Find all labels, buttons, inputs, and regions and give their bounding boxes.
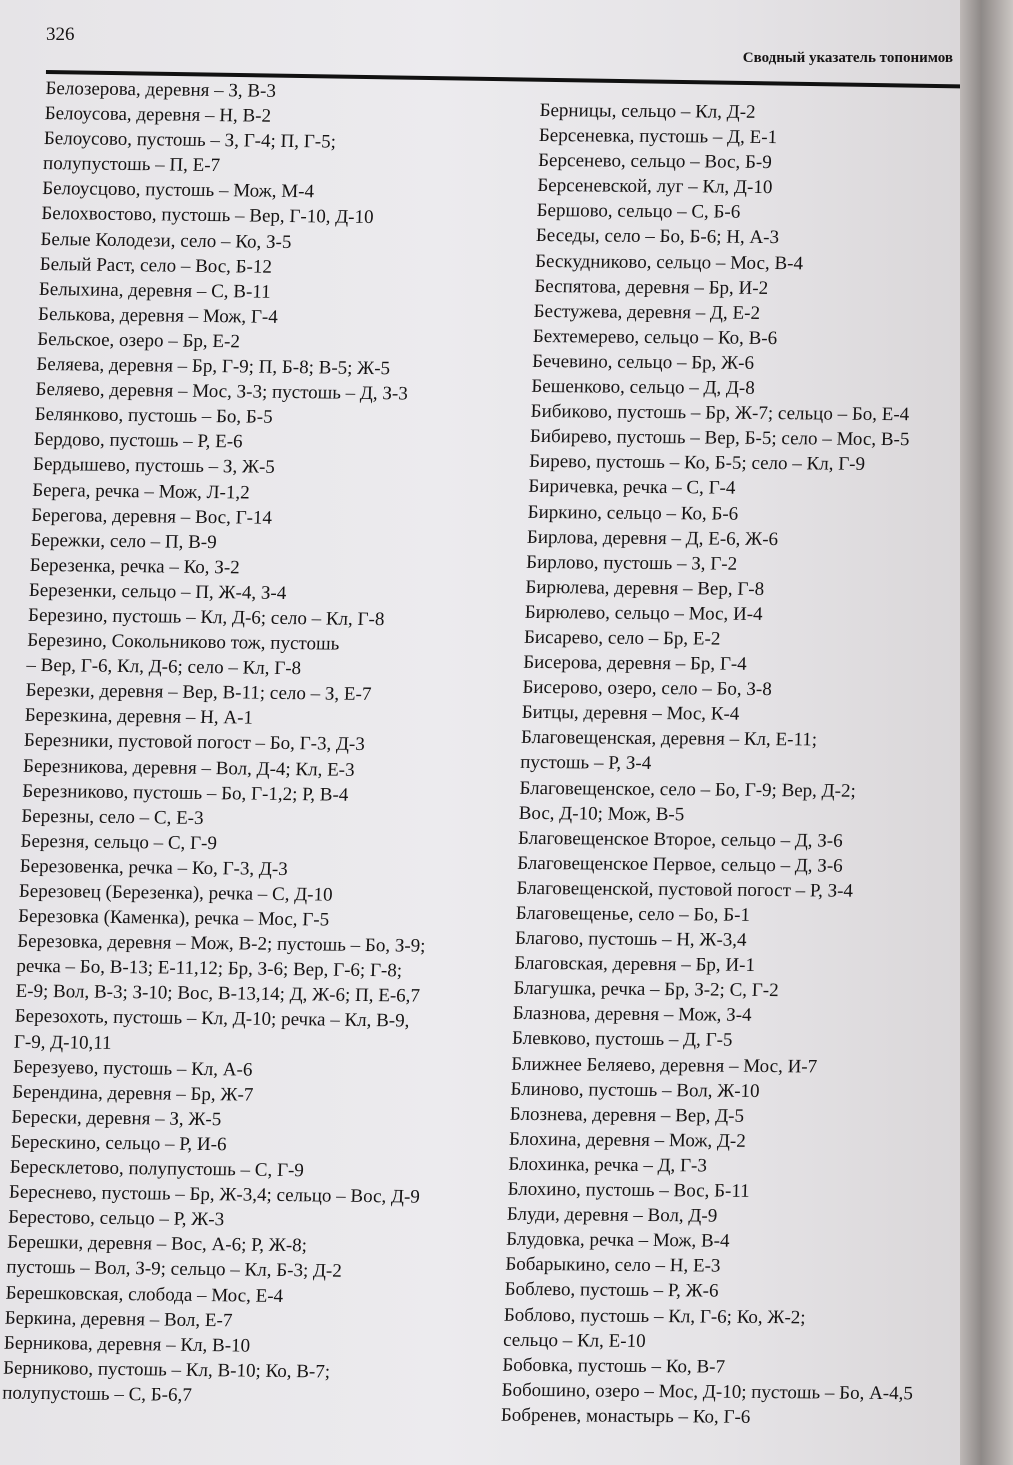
entry-line: Белькова, деревня – Мож, Г-4 [37, 303, 279, 328]
index-entry [43, 126, 515, 182]
entry-line: Ближнее Беляево, деревня – Мос, И-7 [511, 1053, 818, 1078]
entry-line: Бирлова, деревня – Д, Е-6, Ж-6 [526, 526, 779, 550]
index-entry [2, 1355, 474, 1411]
entry-line: Березны, село – С, Е-3 [21, 805, 204, 829]
entry-line: Белоусова, деревня – Н, В-2 [44, 103, 272, 127]
index-entry [539, 123, 970, 152]
entry-continuation-line: полупустошь – С, Б-6,7 [1, 1382, 193, 1406]
entry-line: Благовская, деревня – Бр, И-1 [514, 952, 756, 977]
entry-line: Бершово, сельцо – С, Б-6 [536, 200, 741, 224]
entry-line: Бирюлева, деревня – Вер, Г-8 [525, 576, 765, 600]
entry-line: Бережки, село – П, В-9 [30, 529, 218, 553]
entry-line: Биричевка, речка – С, Г-4 [528, 476, 736, 500]
entry-line: Благовещенье, село – Бо, Б-1 [515, 902, 751, 926]
entry-line: Бобовка, пустошь – Ко, В-7 [502, 1354, 726, 1378]
index-entry [517, 851, 948, 880]
index-entry [515, 901, 946, 930]
entry-line: Берега, речка – Мож, Л-1,2 [31, 479, 251, 504]
entry-line: Бирево, пустошь – Ко, Б-5; село – Кл, Г-9 [528, 451, 866, 476]
entry-line: Березникова, деревня – Вол, Д-4; Кл, Е-3 [22, 755, 355, 781]
entry-line: Благовещенское Второе, сельцо – Д, З-6 [517, 827, 843, 852]
index-entry [508, 1152, 939, 1181]
entry-continuation-line: пустошь – Вол, З-9; сельцо – Кл, Б-3; Д-2 [6, 1257, 343, 1283]
index-entry [512, 1026, 943, 1055]
entry-line: Благовещенское Первое, сельцо – Д, З-6 [516, 852, 844, 877]
index-entry [518, 775, 949, 829]
index-entry [520, 725, 951, 779]
entry-continuation-line: – Вер, Г-6, Кл, Д-6; село – Кл, Г-8 [26, 654, 302, 680]
entry-line: Блохина, деревня – Мож, Д-2 [508, 1128, 747, 1152]
index-entry [521, 700, 952, 729]
entry-line: Березуево, пустошь – Кл, А-6 [12, 1056, 253, 1081]
entry-line: Березовец (Березенка), речка – С, Д-10 [18, 880, 333, 906]
index-entry [506, 1202, 937, 1231]
entry-line: Благовещенское, село – Бо, Г-9; Вер, Д-2; [519, 777, 857, 802]
entry-line: Березкина, деревня – Н, А-1 [24, 705, 254, 729]
entry-line: Блудовка, речка – Мож, В-4 [505, 1228, 730, 1252]
next-page-edge [960, 0, 1013, 1465]
entry-line: Берешковская, слобода – Мос, Е-4 [5, 1282, 284, 1307]
index-entry [523, 650, 954, 679]
index-entry [511, 1051, 942, 1080]
entry-line: Берегова, деревня – Вос, Г-14 [31, 504, 273, 529]
entry-line: Благовещенской, пустовой погост – Р, З-4 [516, 877, 854, 902]
index-entry [522, 675, 953, 704]
entry-line: Бирлово, пустошь – З, Г-2 [525, 551, 738, 575]
entry-line: Блазнова, деревня – Мож, З-4 [512, 1003, 752, 1027]
entry-line: Берестово, сельцо – Р, Ж-3 [7, 1206, 225, 1231]
entry-line: Белый Раст, село – Вос, Б-12 [39, 253, 273, 278]
entry-line: Боблово, пустошь – Кл, Г-6; Ко, Ж-2; [503, 1304, 806, 1328]
entry-line: Бердышево, пустошь – З, Ж-5 [32, 454, 276, 479]
entry-line: Березенки, сельцо – П, Ж-4, З-4 [28, 579, 287, 604]
entry-line: Бечевино, сельцо – Бр, Ж-6 [531, 350, 755, 374]
entry-line: Березниково, пустошь – Бо, Г-1,2; Р, В-4 [21, 780, 349, 806]
index-entry [501, 1403, 932, 1432]
entry-line: Бердово, пустошь – Р, Е-6 [33, 429, 243, 453]
entry-continuation-line: Вос, Д-10; Мож, В-5 [518, 802, 685, 825]
entry-continuation-line: Е-9; Вол, В-3; З-10; Вос, В-13,14; Д, Ж-6; П, Е-6,7 [15, 981, 421, 1008]
index-entry [528, 474, 959, 503]
entry-line: Бешенково, сельцо – Д, Д-8 [531, 375, 756, 399]
entry-line: Береснево, пустошь – Бр, Ж-3,4; сельцо – Вос, Д-9 [8, 1181, 421, 1208]
entry-line: Белые Колодези, село – Ко, З-5 [40, 228, 292, 253]
entry-line: Березня, сельцо – С, Г-9 [20, 830, 218, 854]
index-entry [509, 1102, 940, 1131]
entry-line: Берески, деревня – З, Ж-5 [11, 1106, 222, 1131]
entry-line: Берникова, деревня – Кл, В-10 [3, 1332, 251, 1357]
index-entry [512, 1001, 943, 1030]
index-entry [514, 951, 945, 980]
index-entry [518, 826, 949, 855]
entry-line: Берниково, пустошь – Кл, В-10; Ко, В-7; [2, 1357, 331, 1383]
index-entry [502, 1352, 933, 1381]
entry-line: Белянково, пустошь – Бо, Б-5 [34, 404, 274, 429]
entry-line: Березовка (Каменка), речка – Мос, Г-5 [17, 905, 330, 931]
index-entry [534, 274, 965, 303]
index-entry [539, 98, 970, 127]
index-entry [507, 1177, 938, 1206]
index-entry [531, 374, 962, 403]
index-entry [513, 976, 944, 1005]
index-entry [515, 926, 946, 955]
index-entry [532, 349, 963, 378]
entry-line: Бобренев, монастырь – Ко, Г-6 [500, 1404, 751, 1428]
index-entry [516, 876, 947, 905]
entry-line: Бобарыкино, село – Н, Е-3 [505, 1254, 721, 1277]
entry-continuation-line: Г-9, Д-10,11 [13, 1031, 112, 1054]
index-entry [6, 1230, 478, 1286]
entry-line: Березовка, деревня – Мож, В-2; пустошь – Бо, З-9; [16, 930, 426, 957]
index-entry [506, 1227, 937, 1256]
index-entry [14, 1004, 486, 1060]
entry-line: Бехтемерево, сельцо – Ко, В-6 [532, 325, 778, 349]
entry-line: Биркино, сельцо – Ко, Б-6 [527, 501, 739, 525]
entry-continuation-line: речка – Бо, В-13; Е-11,12; Бр, З-6; Вер, Г-6; Г-8; [16, 955, 403, 982]
entry-line: Бисерово, озеро, село – Бо, З-8 [522, 677, 773, 701]
running-header: Сводный указатель топонимов [742, 50, 953, 66]
entry-line: Бибирево, пустошь – Вер, Б-5; село – Мос, В-5 [529, 426, 910, 451]
index-entry [530, 399, 961, 428]
entry-line: Березино, пустошь – Кл, Д-6; село – Кл, Г-8 [27, 604, 385, 631]
index-entry [15, 929, 487, 1010]
entry-line: Берендина, деревня – Бр, Ж-7 [11, 1081, 254, 1106]
entry-line: Белоусцово, пустошь – Мож, М-4 [41, 178, 315, 203]
entry-line: Блевково, пустошь – Д, Г-5 [511, 1028, 733, 1052]
entry-line: Бестужева, деревня – Д, Е-2 [533, 300, 761, 324]
index-entry [524, 600, 955, 629]
entry-line: Берсеневской, луг – Кл, Д-10 [537, 175, 773, 199]
entry-line: Блохино, пустошь – Вос, Б-11 [507, 1178, 750, 1202]
index-entry [538, 148, 969, 177]
index-entry [504, 1277, 935, 1306]
entry-line: Бисерова, деревня – Бр, Г-4 [522, 651, 748, 675]
entry-line: Блуди, деревня – Вол, Д-9 [506, 1203, 718, 1227]
entry-line: Березовенка, речка – Ко, Г-3, Д-3 [19, 855, 289, 880]
entry-line: Битцы, деревня – Мос, К-4 [521, 702, 740, 726]
entry-line: Белоусово, пустошь – З, Г-4; П, Г-5; [43, 128, 337, 153]
entry-line: Бельское, озеро – Бр, Е-2 [36, 328, 241, 353]
index-column-left [2, 76, 516, 1411]
index-entry [533, 299, 964, 328]
entry-line: Беркина, деревня – Вол, Е-7 [4, 1307, 233, 1331]
entry-line: Березенка, речка – Ко, З-2 [29, 554, 241, 579]
entry-line: Берескино, сельцо – Р, И-6 [10, 1131, 227, 1156]
entry-line: Блознева, деревня – Вер, Д-5 [509, 1103, 745, 1127]
index-entry [537, 173, 968, 202]
entry-line: Берешки, деревня – Вос, А-6; Р, Ж-8; [6, 1231, 308, 1257]
entry-line: Белозерова, деревня – З, В-3 [45, 77, 277, 102]
entry-line: Благовещенская, деревня – Кл, Е-11; [520, 727, 818, 751]
index-entry [505, 1252, 936, 1281]
entry-line: Беляева, деревня – Бр, Г-9; П, Б-8; В-5; Ж-5 [36, 353, 391, 380]
entry-line: Белыхина, деревня – С, В-11 [38, 278, 272, 303]
index-entry [530, 424, 961, 453]
entry-line: Бисарево, село – Бр, Е-2 [523, 626, 721, 650]
index-entry [525, 575, 956, 604]
entry-line: Блохинка, речка – Д, Г-3 [508, 1153, 708, 1177]
entry-line: Бирюлево, сельцо – Мос, И-4 [524, 601, 763, 625]
index-entry [503, 1302, 934, 1356]
entry-continuation-line: пустошь – Р, З-4 [519, 752, 652, 775]
entry-line: Березино, Сокольниково тож, пустошь [26, 629, 340, 655]
index-column-right [501, 98, 970, 1431]
entry-line: Благушка, речка – Бр, З-2; С, Г-2 [513, 978, 779, 1002]
entry-line: Блиново, пустошь – Вол, Ж-10 [510, 1078, 760, 1102]
entry-continuation-line: полупустошь – П, Е-7 [42, 153, 221, 177]
index-entry [533, 324, 964, 353]
entry-line: Березники, пустовой погост – Бо, Г-3, Д-3 [23, 730, 366, 756]
entry-line: Березохоть, пустошь – Кл, Д-10; речка – Кл, В-9, [14, 1006, 410, 1032]
entry-line: Берницы, сельцо – Кл, Д-2 [539, 99, 756, 123]
index-entry [26, 628, 498, 684]
entry-line: Беспятова, деревня – Бр, И-2 [534, 275, 769, 299]
page-number: 326 [46, 24, 75, 45]
entry-line: Бересклетово, полупустошь – С, Г-9 [9, 1156, 305, 1182]
entry-line: Белохвостово, пустошь – Вер, Г-10, Д-10 [41, 203, 374, 229]
index-entry [536, 223, 967, 252]
index-entry [524, 625, 955, 654]
entry-line: Благово, пустошь – Н, Ж-3,4 [514, 927, 747, 951]
entry-line: Берсенево, сельцо – Вос, Б-9 [537, 150, 773, 174]
entry-line: Бобошино, озеро – Мос, Д-10; пустошь – Бо, А-4,5 [501, 1379, 914, 1405]
entry-line: Берсеневка, пустошь – Д, Е-1 [538, 125, 778, 149]
entry-line: Березки, деревня – Вер, В-11; село – З, Е-7 [25, 680, 372, 706]
entry-continuation-line: сельцо – Кл, Е-10 [502, 1329, 646, 1352]
entry-line: Боблево, пустошь – Р, Ж-6 [504, 1279, 719, 1303]
index-entry [527, 499, 958, 528]
entry-line: Беляево, деревня – Мос, З-3; пустошь – Д, З-3 [35, 379, 409, 405]
index-entry [535, 249, 966, 278]
entry-line: Бибиково, пустошь – Бр, Ж-7; сельцо – Бо, Е-4 [530, 401, 910, 426]
index-entry [510, 1076, 941, 1105]
index-entry [529, 449, 960, 478]
entry-line: Беседы, село – Бо, Б-6; Н, А-3 [535, 225, 780, 249]
index-entry [509, 1127, 940, 1156]
index-entry [536, 198, 967, 227]
index-entry [501, 1377, 932, 1406]
index-entry [526, 550, 957, 579]
entry-line: Бескудниково, сельцо – Мос, В-4 [534, 250, 804, 274]
index-entry [527, 524, 958, 553]
